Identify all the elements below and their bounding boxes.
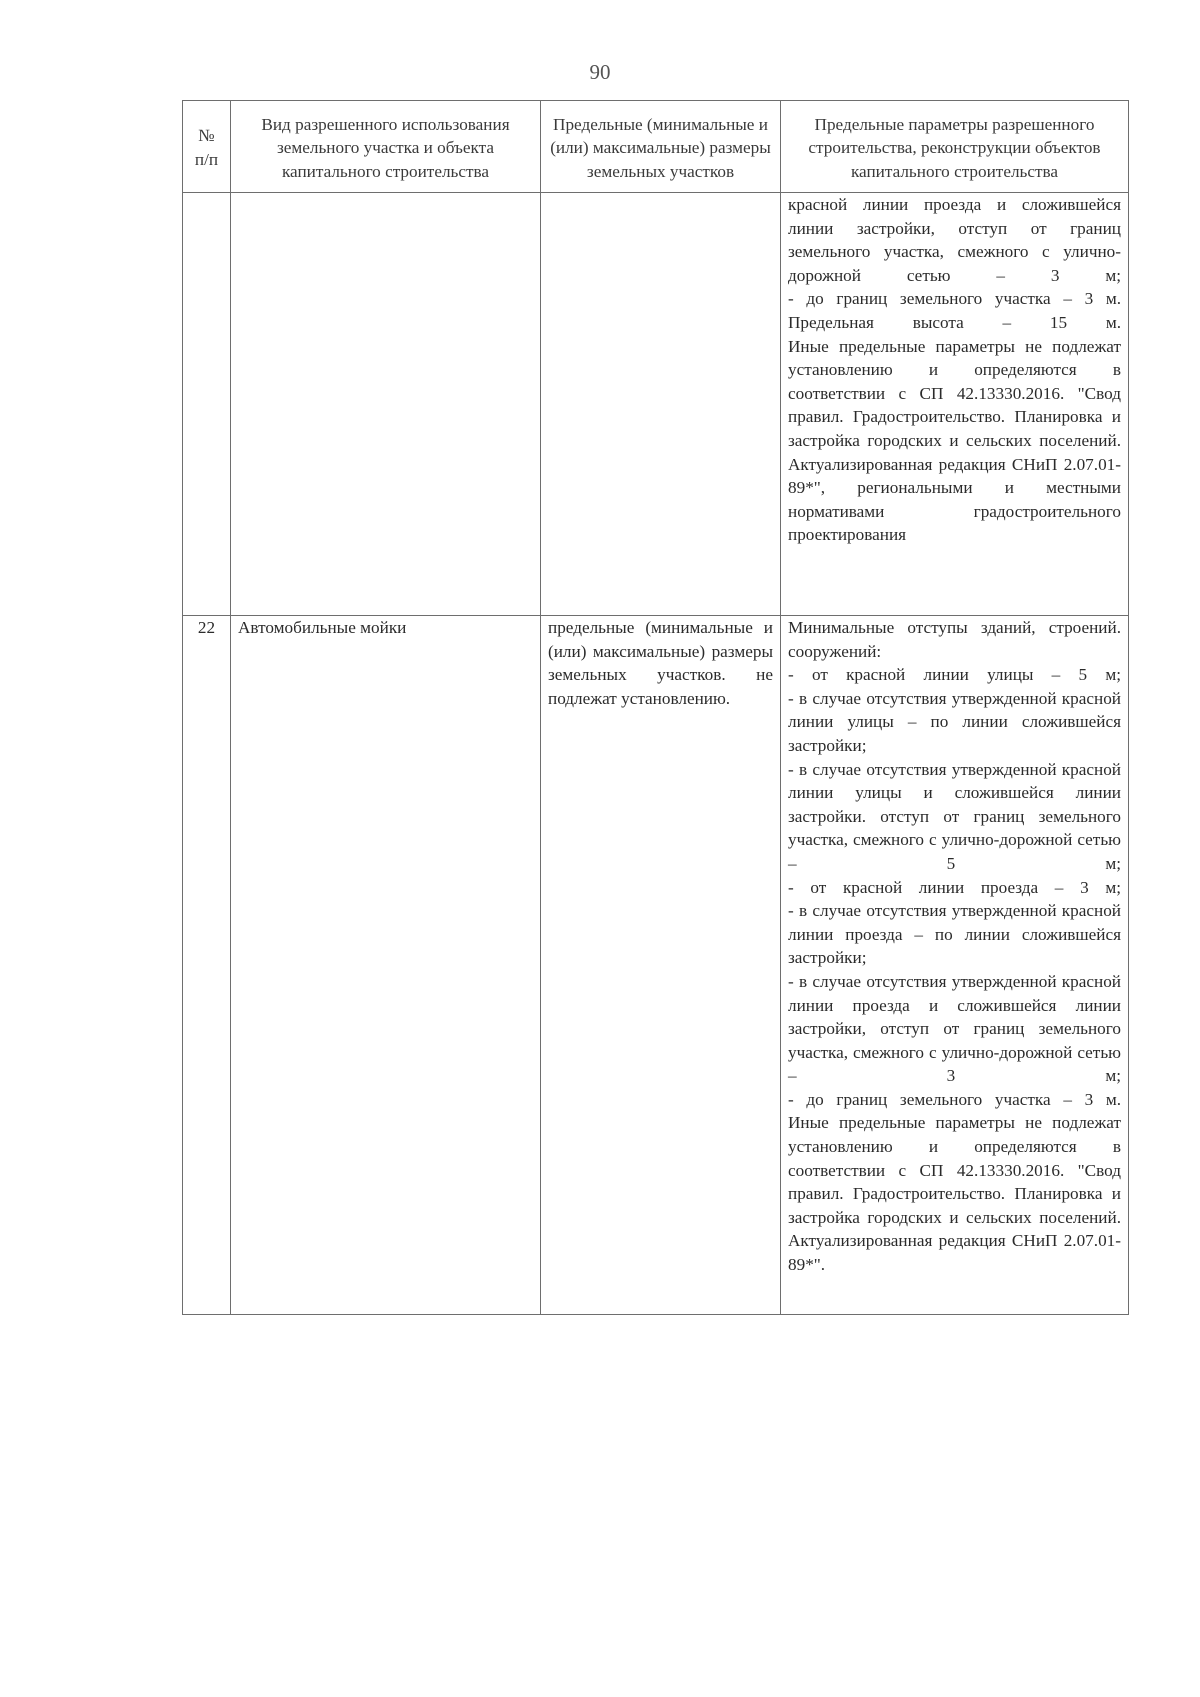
- params-paragraph: - в случае отсутствия утвержденной красной линии улицы – по линии сложившейся застройки;: [788, 688, 1121, 755]
- params-paragraph: - в случае отсутствия утвержденной красной линии проезда – по линии сложившейся застройки;: [788, 901, 1121, 968]
- header-type: Вид разрешенного использования земельного участка и объекта капитального строительства: [231, 101, 541, 193]
- row-size-cell: [541, 193, 781, 616]
- params-paragraph: Иные предельные параметры не подлежат установлению и определяются в соответствии с СП 42.13330.2016. "Свод правил. Градостроительство. Планировка и застройка городских и сельских поселений. Актуализированная редакция СНиП 2.07.01-89*".: [788, 1113, 1121, 1275]
- table-row: [183, 193, 1129, 616]
- params-paragraph: красной линии проезда и сложившейся линии застройки, отступ от границ земельного участка, смежного с улично-дорожной сетью – 3 м;: [788, 195, 1121, 285]
- params-paragraph: - от красной линии улицы – 5 м;: [788, 665, 1121, 685]
- params-paragraph: - в случае отсутствия утвержденной красной линии проезда и сложившейся линии застройки, отступ от границ земельного участка, смежного с улично-дорожной сетью – 3 м;: [788, 971, 1121, 1086]
- header-num: № п/п: [183, 101, 231, 193]
- row-params-cell: [781, 193, 1129, 616]
- params-paragraph: Минимальные отступы зданий, строений. сооружений:: [788, 618, 1121, 661]
- page-number: 90: [589, 60, 611, 84]
- row-size-cell: предельные (минимальные и (или) максимальные) размеры земельных участков. не подлежат установлению.: [541, 616, 781, 1315]
- params-paragraph: Предельная высота – 15 м.: [788, 312, 1121, 332]
- params-paragraph: - до границ земельного участка – 3 м.: [788, 1089, 1121, 1109]
- table-row: [183, 616, 1129, 1315]
- params-paragraph: - от красной линии проезда – 3 м;: [788, 877, 1121, 897]
- header-size: Предельные (минимальные и (или) максимальные) размеры земельных участков: [541, 101, 781, 193]
- regulations-table: [182, 100, 1129, 1315]
- params-paragraph: - до границ земельного участка – 3 м.: [788, 289, 1121, 309]
- row-type-cell: [231, 193, 541, 616]
- header-params: Предельные параметры разрешенного строительства, реконструкции объектов капитального строительства: [781, 101, 1129, 193]
- params-paragraph: - в случае отсутствия утвержденной красной линии улицы и сложившейся линии застройки. отступ от границ земельного участка, смежного с улично-дорожной сетью – 5 м;: [788, 759, 1121, 873]
- row-type-cell: Автомобильные мойки: [231, 616, 541, 1315]
- params-paragraph: Иные предельные параметры не подлежат установлению и определяются в соответствии с СП 42.13330.2016. "Свод правил. Градостроительство. Планировка и застройка городских и сельских поселений. Актуализированная редакция СНиП 2.07.01-89*", региональными и местными нормативами градостроительного проектирования: [788, 336, 1121, 545]
- row-params-cell: [781, 616, 1129, 1315]
- row-num-cell: 22: [183, 616, 231, 1315]
- table-header-row: [183, 101, 1129, 193]
- row-num-cell: [183, 193, 231, 616]
